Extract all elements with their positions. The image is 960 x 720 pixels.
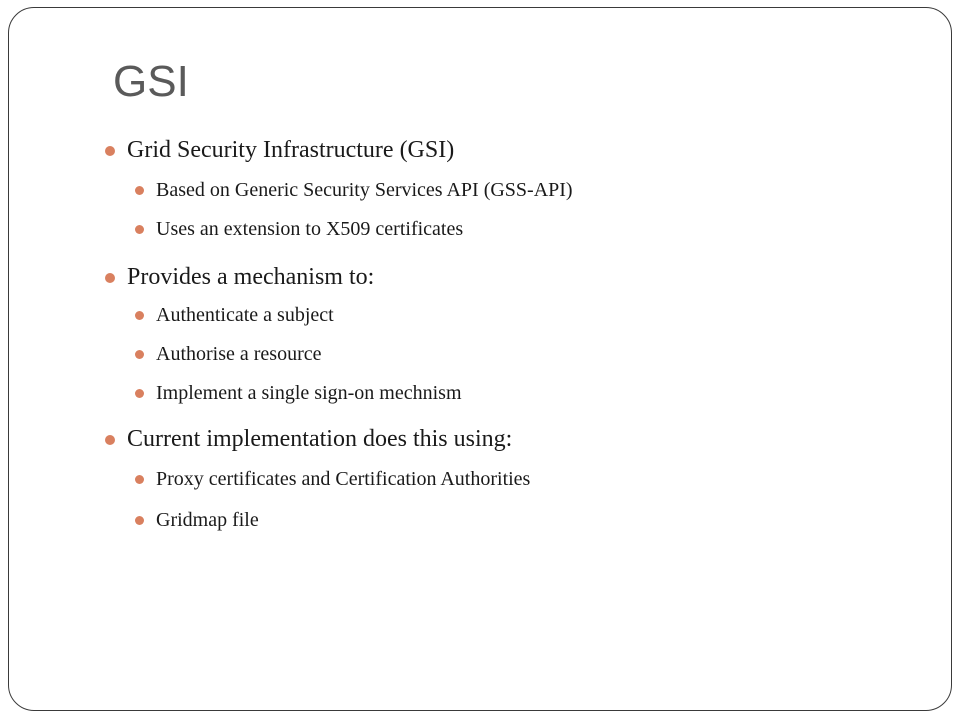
- sub-bullet-item: [156, 177, 573, 203]
- sub-bullet-text: Implement a single sign-on mechnism: [156, 382, 462, 404]
- bullet-dot-icon: [105, 273, 115, 283]
- bullet-text: Grid Security Infrastructure (GSI): [127, 137, 455, 163]
- sub-bullet-dot-icon: [135, 475, 144, 484]
- sub-bullet-text: Authenticate a subject: [156, 304, 334, 326]
- sub-bullet-item: [156, 466, 530, 492]
- sub-bullet-text: Gridmap file: [156, 509, 259, 531]
- sub-bullet-item: [156, 302, 334, 328]
- sub-bullet-item: [156, 380, 462, 406]
- bullet-dot-icon: [105, 435, 115, 445]
- sub-bullet-text: Authorise a resource: [156, 343, 322, 365]
- sub-bullet-text: Uses an extension to X509 certificates: [156, 218, 464, 240]
- sub-bullet-dot-icon: [135, 186, 144, 195]
- sub-bullet-dot-icon: [135, 389, 144, 398]
- bullet-text: Provides a mechanism to:: [127, 264, 375, 290]
- sub-bullet-item: [156, 216, 463, 242]
- slide-title: GSI: [113, 57, 189, 106]
- sub-bullet-item: [156, 507, 259, 533]
- bullet-item: [127, 262, 374, 292]
- sub-bullet-text: Proxy certificates and Certification Authorities: [156, 468, 531, 490]
- sub-bullet-dot-icon: [135, 516, 144, 525]
- bullet-text: Current implementation does this using:: [127, 426, 513, 452]
- sub-bullet-dot-icon: [135, 311, 144, 320]
- bullet-item: [127, 424, 512, 454]
- bullet-item: [127, 135, 454, 165]
- sub-bullet-dot-icon: [135, 350, 144, 359]
- sub-bullet-item: [156, 341, 322, 367]
- sub-bullet-text: Based on Generic Security Services API (GSS-API): [156, 179, 573, 201]
- bullet-dot-icon: [105, 146, 115, 156]
- sub-bullet-dot-icon: [135, 225, 144, 234]
